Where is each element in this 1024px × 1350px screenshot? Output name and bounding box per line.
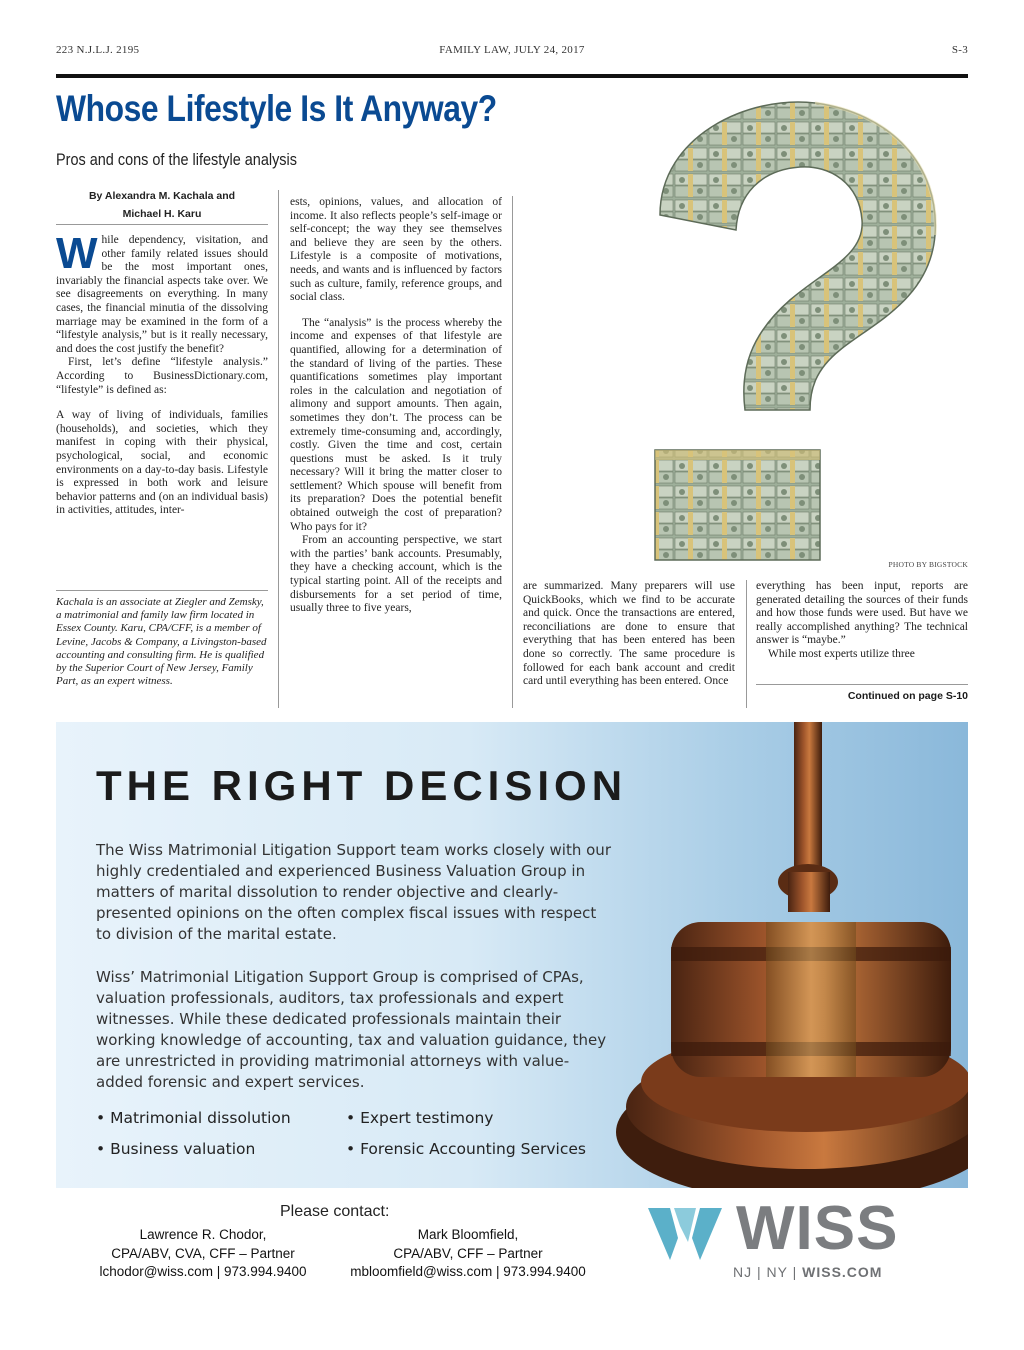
byline-line-1: By Alexandra M. Kachala and: [88, 190, 236, 202]
contact-bloomfield: [334, 1226, 602, 1282]
byline-rule: [56, 224, 268, 225]
column-rule-3: [746, 580, 747, 708]
wiss-logo-url[interactable]: WISS.COM: [802, 1264, 883, 1280]
column-rule-2: [512, 196, 513, 708]
col3-paragraph-1: are summarized. Many preparers will use QuickBooks, which we find to be accurate and quick. Once the transactions are entered, reconciliations are done to ensure that everything that has been entered has been done so correctly. The same procedure is followed for each bank account and credit card until everything has been entered. Once: [523, 580, 735, 688]
col2-paragraph-2: From an accounting perspective, we start with the parties’ bank accounts. Presumably, they have a checking account, which is the typical starting point. All of the receipts and disbursements for a set period of time, usually three to five years,: [290, 534, 502, 615]
column-4: [756, 580, 968, 662]
photo-credit: PHOTO BY BIGSTOCK: [888, 560, 968, 569]
article-headline: Whose Lifestyle Is It Anyway?: [56, 88, 497, 129]
contact-bloomfield-title: CPA/ABV, CFF – Partner: [393, 1245, 543, 1261]
continued-line: Continued on page S-10: [847, 690, 968, 702]
gavel-image: [576, 722, 968, 1188]
ad-bullet-matrimonial: • Matrimonial dissolution: [96, 1109, 291, 1127]
article-subhead: Pros and cons of the lifestyle analysis: [56, 150, 297, 169]
contact-bloomfield-name: Mark Bloomfield,: [417, 1227, 519, 1242]
ad-bullet-valuation: • Business valuation: [96, 1140, 256, 1158]
header-rule: [56, 74, 968, 78]
ad-bullet-testimony: • Expert testimony: [346, 1109, 494, 1127]
column-1: [56, 229, 268, 518]
bio-rule: [56, 590, 268, 591]
col4-paragraph-2: While most experts utilize three: [768, 647, 915, 660]
contact-chodor-name: Lawrence R. Chodor,: [139, 1227, 267, 1242]
contact-chodor-title: CPA/ABV, CVA, CFF – Partner: [111, 1245, 295, 1261]
byline-line-2: Michael H. Karu: [122, 208, 202, 220]
col4-paragraph-1: everything has been input, reports are generated detailing the sources of their funds and how those funds were used. But have we really accomplished anything? The technical answer is “maybe.”: [756, 580, 968, 647]
contact-chodor-info[interactable]: lchodor@wiss.com | 973.994.9400: [99, 1264, 307, 1279]
col2-paragraph-1: The “analysis” is the process whereby the income and expenses of that lifestyle are quantified, allowing for a determination of the standard of living of the parties. These quantifications sometimes play important roles in the calculation and negotiation of alimony and support amounts. Then again, sometimes they don’t. The process can be extremely time-consuming and, accordingly, costly. Given the time and cost, certain questions must be asked. Is it truly necessary? Will it bring the matter closer to settlement? Which spouse will benefit from its preparation? Does the potential benefit obtained outweigh the cost of preparation? Who pays for it?: [290, 316, 502, 533]
ad-title: THE RIGHT DECISION: [96, 762, 628, 809]
contact-bloomfield-info[interactable]: mbloomfield@wiss.com | 973.994.9400: [350, 1264, 586, 1279]
wiss-logo-subline: [733, 1264, 882, 1280]
folio-center: FAMILY LAW, JULY 24, 2017: [439, 44, 585, 56]
block-quote-part-2: ests, opinions, values, and allocation of income. It also reflects people’s self-image or self-concept; the way they see themselves and believe they are seen by the others. Lifestyle is a composite of motivations, needs, and wants and is influenced by factors such as culture, family, reference groups, and social class.: [290, 196, 502, 304]
wiss-logo-word: WISS: [736, 1194, 899, 1263]
contact-chodor: [78, 1226, 328, 1282]
author-bio: Kachala is an associate at Ziegler and Zemsky, a matrimonial and family law firm located in Essex County. Karu, CPA/CFF, is a member of Levine, Jacobs & Company, a Livingston-based accounting and consulting firm. He is qualified by the Superior Court of New Jersey, Family Part, as an expert witness.: [56, 596, 267, 688]
wiss-logo-mark-icon: [648, 1208, 722, 1260]
wiss-logo-states: NJ | NY |: [733, 1264, 803, 1280]
column-rule-1: [278, 190, 279, 708]
ad-paragraph-1: The Wiss Matrimonial Litigation Support team works closely with our highly credentialed and experienced Business Valuation Group in matters of marital dissolution to render objective and clearly-presented opinions on the often complex fiscal issues with respect to division of the marital estate.: [96, 841, 611, 943]
continued-rule: [756, 684, 968, 685]
money-question-mark-image: [640, 95, 960, 565]
folio-left: 223 N.J.L.J. 2195: [56, 44, 140, 56]
ad-bullet-forensic: • Forensic Accounting Services: [346, 1140, 586, 1158]
wiss-advertisement: [56, 722, 968, 1188]
col1-paragraph-1: hile dependency, visitation, and other family related issues should be the most important ones, invariably the financial aspects take over. We see disagreements on everything. In many cases, the financial minutia of the dissolving marriage may be examined in the form of a “lifestyle analysis,” but is it really necessary, and does the cost justify the benefit?: [56, 234, 268, 355]
block-quote-part-1: A way of living of individuals, families (households), and societies, which they manifest in coping with their physical, psychological, social, and economic environments on a day-to-day basis. Lifestyle is expressed in both work and leisure behavior patterns and (on an individual basis) in activities, attitudes, inter-: [56, 409, 268, 517]
column-2: [290, 196, 502, 616]
ad-paragraph-2: Wiss’ Matrimonial Litigation Support Group is comprised of CPAs, valuation professionals, auditors, tax professionals and expert witnesses. While these dedicated professionals maintain their working knowledge of accounting, tax and valuation guidance, they are unrestricted in providing matrimonial attorneys with value-added forensic and expert services.: [96, 968, 607, 1091]
contact-heading: Please contact:: [280, 1203, 390, 1220]
col1-paragraph-2: First, let’s define “lifestyle analysis.” According to BusinessDictionary.com, “lifestyle” is defined as:: [56, 356, 268, 396]
column-3: [523, 580, 735, 689]
drop-cap: W: [56, 229, 98, 278]
folio-right: S-3: [951, 44, 968, 56]
